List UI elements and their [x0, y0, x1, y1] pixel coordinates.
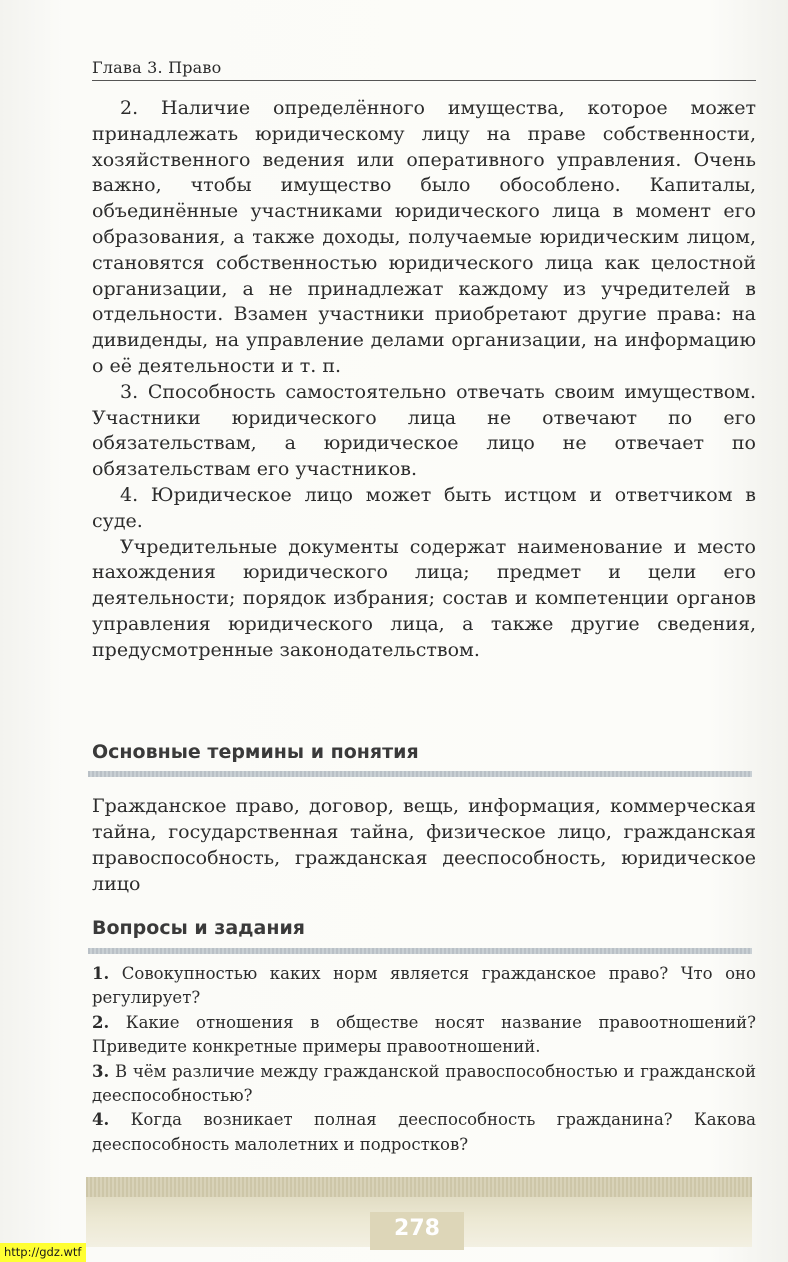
question-number: 3. — [92, 1061, 110, 1081]
question-item — [92, 1108, 756, 1157]
question-item — [92, 962, 756, 1011]
question-text: Какие отношения в обществе носят название правоотношений? Приведите конкретные примеры правоотношений. — [92, 1012, 756, 1057]
questions-heading: Вопросы и задания — [92, 917, 305, 939]
running-head: Глава 3. Право — [92, 58, 756, 81]
terms-heading: Основные термины и понятия — [92, 741, 419, 763]
question-number: 1. — [92, 964, 110, 983]
question-text: Совокупностью каких норм является гражданское право? Что оно регулирует? — [92, 964, 756, 1008]
question-text: В чём различие между гражданской правоспособностью и гражданской дееспособностью? — [92, 1061, 756, 1106]
footer-stripe — [86, 1177, 752, 1197]
page-number: 278 — [394, 1216, 440, 1241]
paragraph-property: 2. Наличие определённого имущества, которое может принадлежать юридическому лицу на праве собственности, хозяйственного ведения или оперативного управления. Очень важно, чтобы имущество было обособлено. Капиталы, объединённые участниками юридического лица в момент его образования, а также доходы, получаемые юридическим лицом, становятся собственностью юридического лица как целостной организации, а не принадлежат каждому из учредителей в отдельности. Взамен участники приобретают другие права: на дивиденды, на управление делами организации, на информацию о её деятельности и т. п. — [92, 97, 756, 377]
paragraph-founding-documents: Учредительные документы содержат наименование и место нахождения юридического лица; предмет и цели его деятельности; порядок избрания; состав и компетенции органов управления юридического лица, а также другие сведения, предусмотренные законодательством. — [92, 535, 756, 661]
paragraph-liability: 3. Способность самостоятельно отвечать своим имуществом. Участники юридического лица не отвечают по его обязательствам, а юридическое лицо не отвечает по обязательствам его участников. — [92, 380, 756, 481]
question-number: 4. — [92, 1110, 110, 1130]
terms-heading-rule — [88, 771, 752, 777]
question-number: 2. — [92, 1012, 110, 1032]
question-text: Когда возникает полная дееспособность гражданина? Какова дееспособность малолетних и подростков? — [92, 1110, 756, 1154]
paragraph-plaintiff: 4. Юридическое лицо может быть истцом и ответчиком в суде. — [92, 483, 756, 532]
body-text — [92, 96, 756, 664]
watermark-link[interactable]: http://gdz.wtf — [0, 1243, 86, 1262]
questions-list — [92, 962, 756, 1157]
question-item — [92, 1011, 756, 1060]
question-item — [92, 1060, 756, 1109]
terms-text: Гражданское право, договор, вещь, информация, коммерческая тайна, государственная тайна, физическое лицо, гражданская правоспособность, гражданская дееспособность, юридическое лицо — [92, 795, 756, 895]
questions-heading-rule — [88, 948, 752, 954]
